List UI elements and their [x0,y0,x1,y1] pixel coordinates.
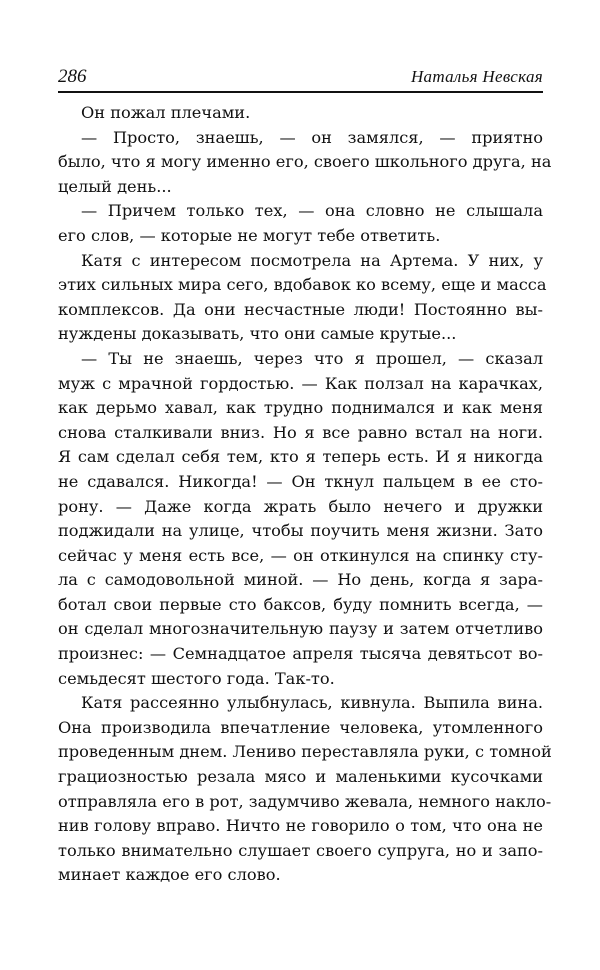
text-line: сейчас у меня есть все, — он откинулся на спинку сту- [58,545,543,565]
page-header [58,66,543,93]
text-line: — Просто, знаешь, — он замялся, — приятно [81,127,543,147]
text-line: ботал свои первые сто баксов, буду помнить всегда, — [58,594,543,614]
text-line: комплексов. Да они несчастные люди! Постоянно вы- [58,299,543,319]
page-number: 286 [58,66,87,87]
text-line: нуждены доказывать, что они самые крутые... [58,324,457,344]
book-page [58,66,552,888]
paragraph [58,126,552,200]
text-line: нив голову вправо. Ничто не говорило о том, что она не [58,816,543,836]
paragraph [58,249,547,347]
text-line: Он пожал плечами. [81,103,251,122]
text-line: семьдесят шестого года. Так-то. [58,668,335,688]
paragraph [58,199,543,248]
text-line: минает каждое его слово. [58,865,281,885]
text-line: Я сам сделал себя тем, кто я теперь есть. И я никогда [58,447,543,467]
text-line: ла с самодовольной миной. — Но день, когда я зара- [58,570,543,590]
paragraph [58,101,543,126]
text-line: целый день... [58,176,172,196]
text-line: проведенным днем. Лениво переставляла руки, с томной [58,742,552,762]
text-line: Катя рассеянно улыбнулась, кивнула. Выпила вина. [81,693,543,713]
text-line: отправляла его в рот, задумчиво жевала, немного накло- [58,791,552,811]
text-line: он сделал многозначительную паузу и затем отчетливо [58,619,543,639]
text-line: было, что я могу именно его, своего школьного друга, на [58,152,552,172]
text-line: его слов, — которые не могут тебе ответить. [58,225,441,245]
text-line: поджидали на улице, чтобы поучить меня жизни. Зато [58,521,543,541]
text-line: Катя с интересом посмотрела на Артема. У них, у [81,250,543,270]
text-line: произнес: — Семнадцатое апреля тысяча девятьсот во- [58,644,543,664]
paragraph [58,347,543,691]
paragraph [58,691,552,888]
body-text [58,101,552,888]
text-line: — Ты не знаешь, через что я прошел, — сказал [81,348,543,368]
text-line: муж с мрачной гордостью. — Как ползал на карачках, [58,373,543,393]
running-head-author: Наталья Невская [410,67,543,86]
text-line: только внимательно слушает своего супруга, но и запо- [58,840,543,860]
text-line: снова сталкивали вниз. Но я все равно встал на ноги. [58,422,543,442]
text-line: рону. — Даже когда жрать было нечего и дружки [58,496,543,516]
text-line: Она производила впечатление человека, утомленного [58,717,543,737]
text-line: — Причем только тех, — она словно не слышала [81,201,543,221]
text-line: этих сильных мира сего, вдобавок ко всему, еще и масса [58,275,547,295]
text-line: грациозностью резала мясо и маленькими кусочками [58,767,543,787]
text-line: не сдавался. Никогда! — Он ткнул пальцем в ее сто- [58,471,543,491]
text-line: как дерьмо хавал, как трудно поднимался и как меня [58,398,543,418]
